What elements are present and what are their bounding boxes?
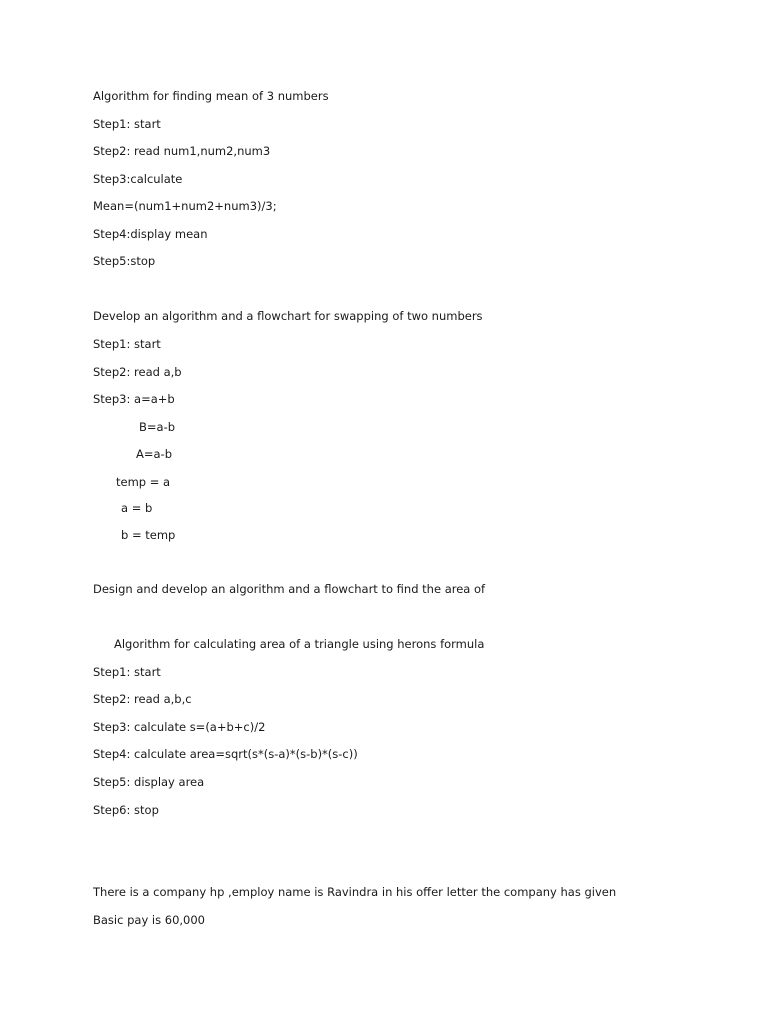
swap-step3-b: B=a-b <box>139 420 176 434</box>
swap-step1: Step1: start <box>93 337 161 351</box>
area-step4: Step4: calculate area=sqrt(s*(s-a)*(s-b)*(s-c)) <box>93 747 358 761</box>
mean-step4: Step4:display mean <box>93 227 208 241</box>
swap-step3: Step3: a=a+b <box>93 392 175 406</box>
mean-formula: Mean=(num1+num2+num3)/3; <box>93 199 277 213</box>
swap-temp-assign: temp = a <box>116 475 171 489</box>
swap-step2: Step2: read a,b <box>93 365 182 379</box>
heading-mean-algorithm: Algorithm for finding mean of 3 numbers <box>93 89 329 103</box>
mean-step2: Step2: read num1,num2,num3 <box>93 144 271 158</box>
heading-swap-algorithm: Develop an algorithm and a flowchart for swapping of two numbers <box>93 309 483 323</box>
heading-area-design: Design and develop an algorithm and a flowchart to find the area of <box>93 582 486 596</box>
area-step6: Step6: stop <box>93 803 159 817</box>
company-offer-text: There is a company hp ,employ name is Ravindra in his offer letter the company has given <box>93 885 617 899</box>
mean-step1: Step1: start <box>93 117 161 131</box>
swap-a-assign: a = b <box>121 501 153 515</box>
swap-b-assign: b = temp <box>121 528 176 542</box>
mean-step5: Step5:stop <box>93 254 156 268</box>
basic-pay-text: Basic pay is 60,000 <box>93 913 205 927</box>
swap-step3-a: A=a-b <box>136 447 172 461</box>
mean-step3: Step3:calculate <box>93 172 183 186</box>
area-step3: Step3: calculate s=(a+b+c)/2 <box>93 720 266 734</box>
area-step2: Step2: read a,b,c <box>93 692 192 706</box>
heading-herons-algorithm: Algorithm for calculating area of a triangle using herons formula <box>114 637 485 651</box>
area-step1: Step1: start <box>93 665 161 679</box>
area-step5: Step5: display area <box>93 775 205 789</box>
